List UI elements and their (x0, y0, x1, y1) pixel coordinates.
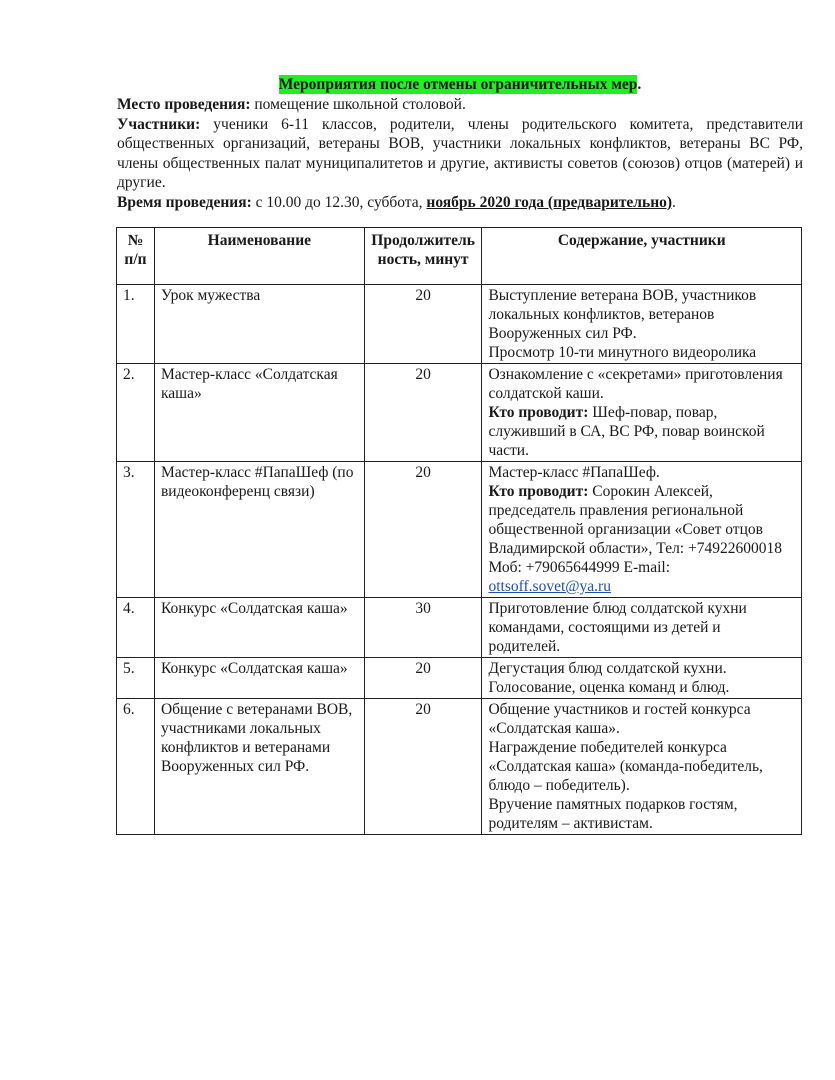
table-row (117, 699, 802, 835)
who-label: Кто проводит: (488, 483, 589, 500)
row-content: Выступление ветерана ВОВ, участников локальных конфликтов, ветеранов Вооруженных сил РФ. Просмотр 10-ти минутного видеоролика (482, 285, 802, 364)
row-content: Дегустация блюд солдатской кухни. Голосование, оценка команд и блюд. (482, 658, 802, 699)
participants-value: ученики 6-11 классов, родители, члены родительского комитета, представители общественных организаций, ветераны ВОВ, участники локальных конфликтов, ветераны ВС РФ, члены общественных палат муниципалитетов и другие, активисты советов (союзов) отцов (матерей) и другие. (117, 115, 803, 192)
row-duration: 20 (364, 658, 482, 699)
table-row (117, 658, 802, 699)
participants-line (117, 115, 803, 193)
venue-label: Место проведения: (117, 96, 251, 113)
time-value: с 10.00 до 12.30, суббота, (251, 193, 427, 211)
row-num: 1. (117, 285, 155, 364)
table-row (117, 598, 802, 658)
header-content: Содержание, участники (482, 228, 802, 285)
email-link[interactable]: ottsoff.sovet@ya.ru (488, 578, 611, 595)
row-content: Приготовление блюд солдатской кухни командами, состоящими из детей и родителей. (482, 598, 802, 658)
venue-value: помещение школьной столовой. (250, 96, 466, 113)
title-highlight: Мероприятия после отмены ограничительных мер (278, 76, 638, 93)
table-header-row (117, 228, 802, 285)
header-num: № п/п (117, 228, 155, 285)
who-label: Кто проводит: (488, 404, 589, 421)
row-content: Мастер-класс #ПапаШеф. Кто проводит: Сорокин Алексей, председатель правления региональной общественной организации «Совет отцов Владимирской области», Тел: +74922600018 Моб: +79065644999 E-mail: ottsoff.sovet@ya.ru (482, 462, 802, 598)
venue-line (117, 95, 803, 115)
row-duration: 20 (364, 285, 482, 364)
row-name: Общение с ветеранами ВОВ, участниками локальных конфликтов и ветеранами Вооруженных сил РФ. (154, 699, 364, 835)
table-row (117, 285, 802, 364)
events-table (116, 227, 802, 835)
row-content: Ознакомление с «секретами» приготовления солдатской каши. Кто проводит: Шеф-повар, повар, служивший в СА, ВС РФ, повар воинской части. (482, 364, 802, 462)
table-row (117, 364, 802, 462)
row-name: Мастер-класс «Солдатская каша» (154, 364, 364, 462)
row-num: 3. (117, 462, 155, 598)
participants-label: Участники: (117, 115, 201, 133)
header-duration: Продолжительность, минут (364, 228, 482, 285)
mobile-line: Моб: +79065644999 E-mail: (488, 559, 671, 576)
row-num: 4. (117, 598, 155, 658)
time-emphasis: ноябрь 2020 года (предварительно) (426, 193, 673, 211)
row-duration: 30 (364, 598, 482, 658)
row-num: 5. (117, 658, 155, 699)
page-title: Мероприятия после отмены ограничительных мер. (278, 76, 642, 93)
row-duration: 20 (364, 699, 482, 835)
row-name: Конкурс «Солдатская каша» (154, 598, 364, 658)
row-name: Мастер-класс #ПапаШеф (по видеоконференц связи) (154, 462, 364, 598)
row-num: 2. (117, 364, 155, 462)
table-row (117, 462, 802, 598)
header-name: Наименование (154, 228, 364, 285)
row-duration: 20 (364, 364, 482, 462)
time-label: Время проведения: (117, 193, 252, 211)
time-line: Время проведения: с 10.00 до 12.30, суббота, ноябрь 2020 года (предварительно). (117, 193, 676, 211)
row-name: Конкурс «Солдатская каша» (154, 658, 364, 699)
row-duration: 20 (364, 462, 482, 598)
row-name: Урок мужества (154, 285, 364, 364)
row-num: 6. (117, 699, 155, 835)
document-header (117, 75, 803, 213)
row-content: Общение участников и гостей конкурса «Солдатская каша». Награждение победителей конкурса «Солдатская каша» (команда-победитель, блюдо – победитель). Вручение памятных подарков гостям, родителям – активистам. (482, 699, 802, 835)
